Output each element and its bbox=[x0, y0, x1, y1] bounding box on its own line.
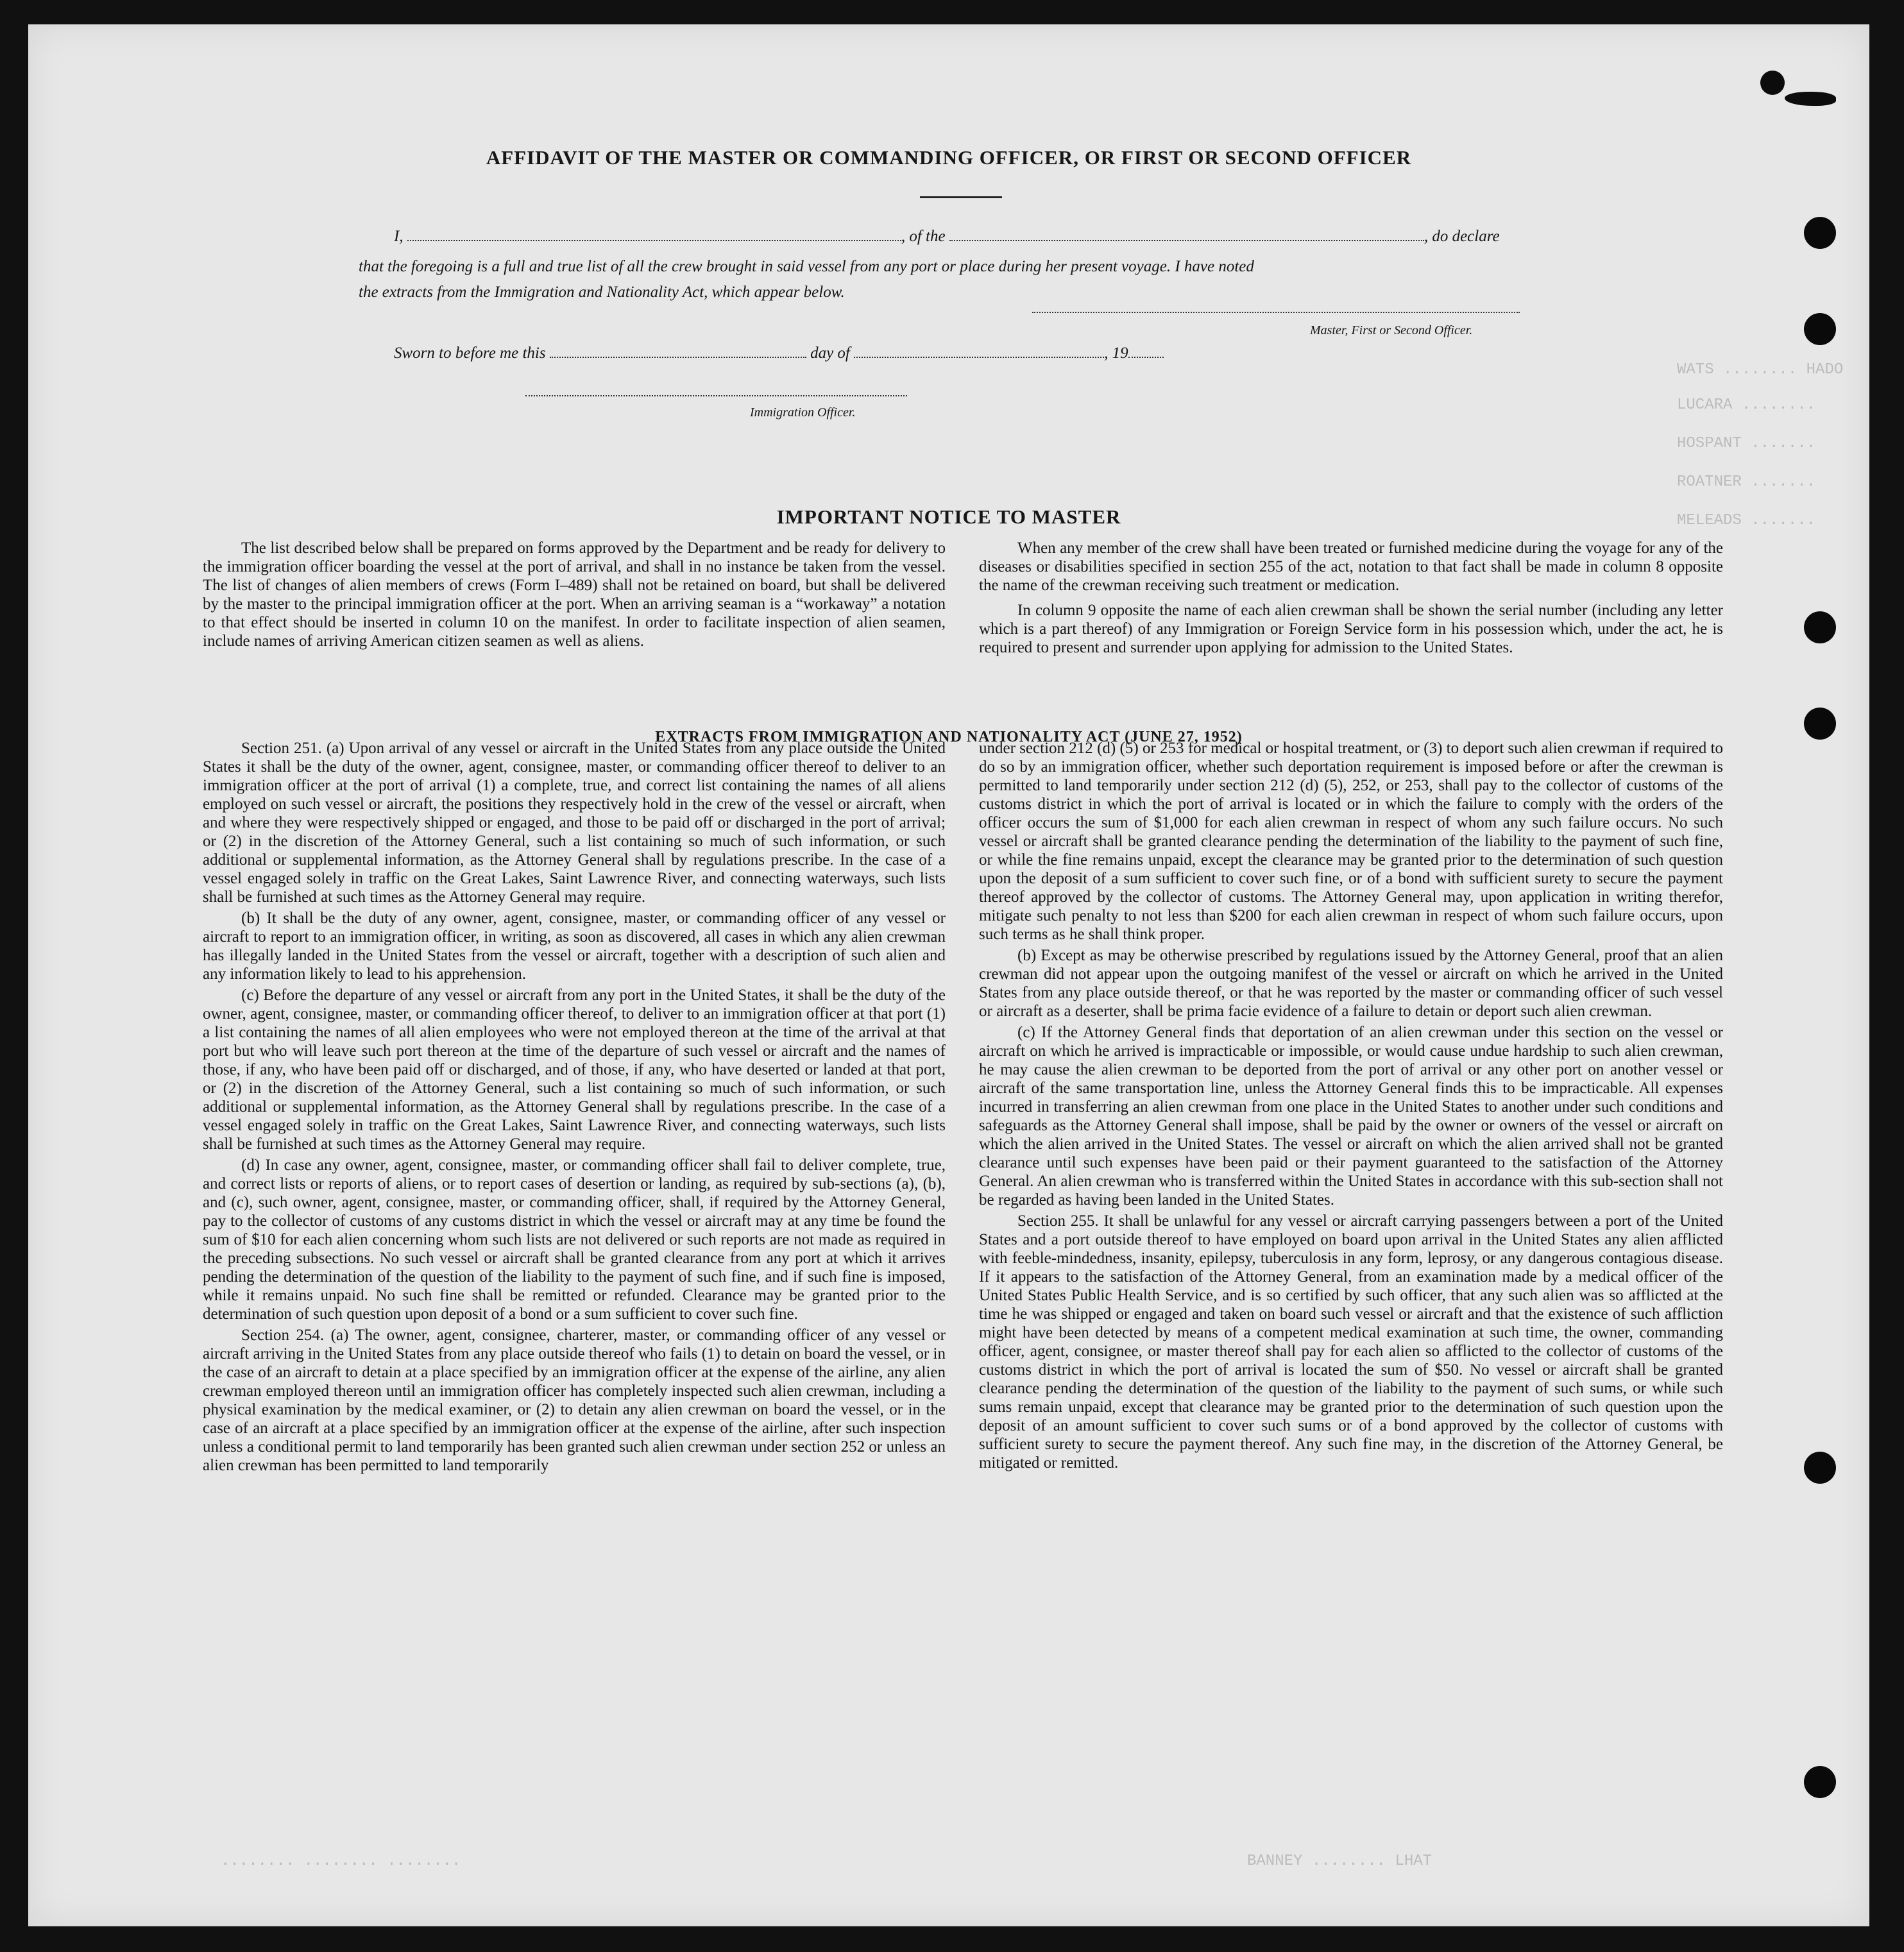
name-field[interactable] bbox=[407, 227, 901, 241]
sworn-day-of: day of bbox=[810, 344, 850, 362]
notice-left-column bbox=[203, 539, 946, 653]
section-251-d: (d) In case any owner, agent, consignee, master, or commanding officer shall fail to deliver complete, true, and correct lists or reports of aliens, or to report cases of desertion or landing, as required by sub-sections (a), (b), and (c), such owner, agent, consignee, master, or commanding officer, shall, if required by the Attorney General, pay to the collector of customs of any customs district in which the vessel or aircraft may at any time be found the sum of $10 for each alien concerning whom such lists are not delivered or such reports are not made as required in the preceding subsections. No such vessel or aircraft shall be granted clearance from any port at which it arrives pending the determination of the question of the liability to the payment of such fine, and if such fine is imposed, while it remains unpaid. No such fine shall be remitted or refunded. Clearance may be granted prior to the determination of such question upon deposit of a bond or a sum sufficient to cover such fine. bbox=[203, 1157, 946, 1323]
sworn-year-field[interactable] bbox=[1128, 344, 1164, 358]
sworn-day-field[interactable] bbox=[550, 344, 806, 358]
bleed-through-text: MELEADS ....... bbox=[1677, 512, 1816, 529]
declaration-of-the: , of the bbox=[901, 228, 946, 245]
sworn-month-field[interactable] bbox=[854, 344, 1104, 358]
affidavit-title: AFFIDAVIT OF THE MASTER OR COMMANDING OFFICER, OR FIRST OR SECOND OFFICER bbox=[486, 146, 1412, 169]
immigration-officer-caption: Immigration Officer. bbox=[750, 405, 856, 420]
punch-hole bbox=[1804, 217, 1836, 249]
section-251-b: (b) It shall be the duty of any owner, agent, consignee, master, or commanding officer of any vessel or aircraft to report to an immigration officer, in writing, as soon as discovered, all cases in which any alien crewman has illegally landed in the United States from the vessel or aircraft, together with a description of such alien and any information likely to lead to his apprehension. bbox=[203, 910, 946, 983]
sworn-prefix: Sworn to before me this bbox=[394, 344, 546, 362]
section-255: Section 255. It shall be unlawful for any vessel or aircraft carrying passengers between a port of the United States and a port outside thereof to have employed on board upon arrival in the United States any alien afflicted with feeble-mindedness, insanity, epilepsy, tuberculosis in any form, leprosy, or any dangerous contagious disease. If it appears to the satisfaction of the Attorney General, from an examination made by a medical officer of the United States Public Health Service, and is so certified by such officer, that any such alien was so afflicted at the time he was shipped or engaged and taken on board such vessel or aircraft and that the existence of such affliction might have been detected by means of a competent medical examination at such time, the owner, commanding officer, agent, consignee, or master thereof shall pay for each alien so afflicted to the collector of customs of the customs district in which the port of arrival is located the sum of $50. No vessel or aircraft shall be granted clearance pending the determination of the question of the liability to the payment of such sums, or while such sums remain unpaid, except that clearance may be granted prior to the determination of such question upon the deposit of an amount sufficient to cover such sums or of a bond approved by the collector of customs with sufficient surety to secure the payment thereof. Any such fine may, in the discretion of the Attorney General, be mitigated or remitted. bbox=[979, 1212, 1723, 1472]
declaration-i: I, bbox=[394, 228, 404, 245]
bleed-through-text: ........ ........ ........ bbox=[221, 1853, 461, 1870]
extracts-left-column bbox=[203, 739, 946, 1477]
notice-title: IMPORTANT NOTICE TO MASTER bbox=[776, 505, 1121, 528]
vessel-field[interactable] bbox=[949, 227, 1424, 241]
ink-blot bbox=[1760, 71, 1785, 95]
declaration-line-2: that the foregoing is a full and true list of all the crew brought in said vessel from any port or place during her present voyage. I have noted bbox=[359, 258, 1254, 275]
section-251-a: Section 251. (a) Upon arrival of any vessel or aircraft in the United States from any place outside the United States it shall be the duty of the owner, agent, consignee, master, or commanding officer thereof to deliver to an immigration officer at the port of arrival (1) a complete, true, and correct list containing the names of all aliens employed on such vessel or aircraft, the positions they respectively hold in the crew of the vessel or aircraft, when and where they were respectively shipped or engaged, and those to be paid off or discharged in the port of arrival; or (2) in the discretion of the Attorney General, such a list containing so much of such information, or such additional or supplemental information, as the Attorney General shall by regulations prescribe. In the case of a vessel engaged solely in traffic on the Great Lakes, Saint Lawrence River, and connecting waterways, such lists shall be furnished at such times as the Attorney General may require. bbox=[203, 740, 946, 906]
master-signature-caption: Master, First or Second Officer. bbox=[1310, 323, 1473, 337]
bleed-through-text: BANNEY ........ LHAT bbox=[1247, 1853, 1432, 1870]
bleed-through-text: WATS ........ HADO bbox=[1677, 361, 1844, 378]
extracts-title: EXTRACTS FROM IMMIGRATION AND NATIONALITY ACT (JUNE 27, 1952) bbox=[655, 729, 1243, 745]
document-page bbox=[28, 24, 1869, 1926]
immigration-officer-signature-line[interactable] bbox=[525, 395, 907, 396]
bleed-through-text: ROATNER ....... bbox=[1677, 473, 1816, 491]
section-254-b: (b) Except as may be otherwise prescribed by regulations issued by the Attorney General, proof that an alien crewman did not appear upon the outgoing manifest of the vessel or aircraft on which he arrived in the United States from any place outside thereof, or that he was reported by the master or commanding officer of such vessel or aircraft as a deserter, shall be prima facie evidence of a failure to detain or deport such alien crewman. bbox=[979, 947, 1723, 1020]
section-251-c: (c) Before the departure of any vessel or aircraft from any port in the United States, it shall be the duty of the owner, agent, consignee, master, or commanding officer thereof, to deliver to an immigration officer at that port (1) a list containing the names of all alien employees who were not employed thereon at the time of the arrival at that port but who will leave such port thereon at the time of the departure of such vessel or aircraft and the names of those, if any, who have been paid off or discharged, and of those, if any, who have deserted or landed at that port, or (2) in the discretion of the Attorney General, such a list containing so much of such information, or such additional or supplemental information, as the Attorney General shall by regulations prescribe. In the case of a vessel engaged solely in traffic on the Great Lakes, Saint Lawrence River, and connecting waterways, such lists shall be furnished at such times as the Attorney General may require. bbox=[203, 987, 946, 1153]
section-254-c: (c) If the Attorney General finds that deportation of an alien crewman under this section on the vessel or aircraft on which he arrived is impracticable or impossible, or would cause undue hardship to such alien crewman, he may cause the alien crewman to be deported from the port of arrival or any other port on another vessel or aircraft of the same transportation line, unless the Attorney General finds this to be impracticable. All expenses incurred in transferring an alien crewman from one place in the United States to another under such conditions and safeguards as the Attorney General shall impose, shall be paid by the owner or owners of the vessel or aircraft on which the alien arrived in the United States. The vessel or aircraft on which the alien arrived shall not be granted clearance until such expenses have been paid or their payment guaranteed to the satisfaction of the Attorney General. An alien crewman who is transferred within the United States in accordance with this sub-section shall not be regarded as having been landed in the United States. bbox=[979, 1024, 1723, 1209]
sworn-year-prefix: , 19 bbox=[1104, 344, 1128, 362]
notice-right-column bbox=[979, 539, 1723, 659]
declaration-line-3: the extracts from the Immigration and Nationality Act, which appear below. bbox=[359, 284, 845, 301]
punch-hole bbox=[1804, 611, 1836, 643]
bleed-through-text: HOSPANT ....... bbox=[1677, 435, 1816, 452]
declaration-line-1 bbox=[394, 227, 1500, 246]
punch-hole bbox=[1804, 313, 1836, 345]
section-254-a: Section 254. (a) The owner, agent, consignee, charterer, master, or commanding officer of any vessel or aircraft arriving in the United States from any place outside thereof who fails (1) to detain on board the vessel, or in the case of an aircraft to detain at a place specified by an immigration officer at the expense of the airline, any alien crewman employed thereon until an immigration officer has completely inspected such alien crewman, including a physical examination by the medical examiner, or (2) to detain any alien crewman on board the vessel, or in the case of an aircraft at a place specified by an immigration officer at the expense of the airline, after such inspection unless a conditional permit to land temporarily has been granted such alien crewman under section 252 or unless an alien crewman has been permitted to land temporarily bbox=[203, 1327, 946, 1474]
extracts-right-column bbox=[979, 739, 1723, 1475]
punch-hole bbox=[1804, 1452, 1836, 1484]
section-254-a-continued: under section 212 (d) (5) or 253 for medical or hospital treatment, or (3) to deport such alien crewman if required to do so by an immigration officer, whether such deportation requirement is imposed before or after the crewman is permitted to land temporarily under section 212 (d) (5), 252, or 253, shall pay to the collector of customs of the customs district in which the port of arrival is located or in which the failure to comply with the orders of the officer occurs the sum of $1,000 for each alien crewman in respect of whom any such failure occurs. No such vessel or aircraft shall be granted clearance pending the determination of the liability to the payment of such fine, or while the fine remains unpaid, except the clearance may be granted prior to the determination of such question upon the deposit of a sum sufficient to cover such fine, or of a bond with sufficient surety to secure the payment thereof approved by the collector of customs. The Attorney General may, upon application in writing therefor, mitigate such penalty to not less than $200 for each alien crewman in respect of whom such failure occurs, upon such terms as he shall think proper. bbox=[979, 740, 1723, 943]
punch-hole bbox=[1804, 1766, 1836, 1798]
sworn-line bbox=[394, 344, 1164, 362]
notice-right-paragraph-1: When any member of the crew shall have been treated or furnished medicine during the voyage for any of the diseases or disabilities specified in section 255 of the act, notation to that fact shall be made in column 8 opposite the name of the crewman receiving such treatment or medication. bbox=[979, 539, 1723, 594]
master-signature-line[interactable] bbox=[1032, 312, 1520, 313]
notice-left-paragraph: The list described below shall be prepared on forms approved by the Department and be ready for delivery to the immigration officer boarding the vessel at the port of arrival, and shall in no instance be taken from the vessel. The list of changes of alien members of crews (Form I–489) shall not be retained on board, but shall be delivered by the master to the principal immigration officer at the port. When an arriving seaman is a “workaway” a notation to that effect should be inserted in column 10 on the manifest. In order to facilitate inspection of alien seamen, include names of arriving American citizen seamen as well as aliens. bbox=[203, 539, 946, 650]
title-divider bbox=[920, 196, 1002, 198]
declaration-do-declare: , do declare bbox=[1424, 228, 1500, 245]
notice-right-paragraph-2: In column 9 opposite the name of each alien crewman shall be shown the serial number (including any letter which is a part thereof) of any Immigration or Foreign Service form in his possession which, under the act, he is required to present and surrender upon applying for admission to the United States. bbox=[979, 602, 1723, 656]
ink-blot bbox=[1785, 92, 1836, 106]
bleed-through-text: LUCARA ........ bbox=[1677, 396, 1816, 414]
